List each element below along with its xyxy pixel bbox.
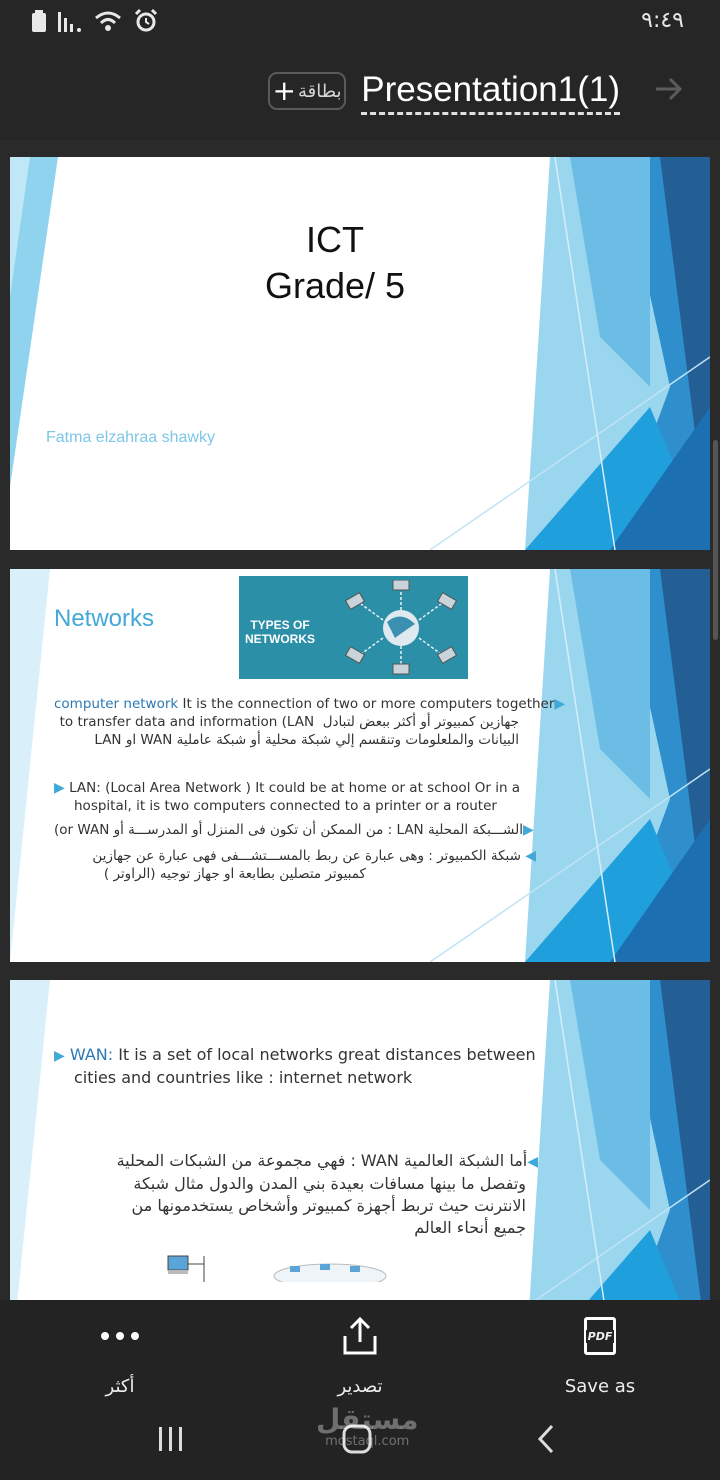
slide-1-title-line2: Grade/ 5 — [264, 265, 406, 306]
slide-2-p1-ar1-en: to transfer data and information (LAN — [59, 714, 315, 730]
image-text-line2: NETWORKS — [245, 632, 315, 646]
slide-2-p4-line2: كمبيوتر متصلين بطابعة او جهاز توجيه (الراوتر ) — [103, 866, 366, 882]
more-dots-icon — [100, 1331, 140, 1341]
image-text-line1: TYPES OF — [250, 618, 310, 632]
slide-2-heading: Networks — [54, 605, 155, 632]
signal-icon — [58, 10, 82, 32]
slide-3-p2-line4: جميع أنحاء العالم — [414, 1218, 526, 1237]
bullet-icon: ▶ — [54, 780, 65, 796]
back-icon[interactable] — [536, 1424, 556, 1454]
bottom-action-bar — [0, 1300, 720, 1400]
pdf-badge: PDF — [587, 1329, 613, 1343]
slide-2-p2-line2: hospital, it is two computers connected to a printer or a router — [74, 798, 497, 814]
export-button[interactable] — [280, 1314, 440, 1397]
app-bar — [0, 44, 720, 140]
alarm-icon — [134, 9, 158, 33]
bullet-icon: ▶ — [522, 822, 534, 838]
wifi-icon — [94, 10, 122, 32]
watermark-en: mostaql.com — [325, 1434, 410, 1449]
slide-1-background — [10, 157, 710, 550]
network-diagram-image — [160, 1252, 390, 1282]
save-as-button[interactable] — [520, 1314, 680, 1397]
slide-1-title-line1: ICT — [306, 219, 364, 260]
bullet-icon: ◀ — [525, 848, 536, 864]
slide-2-p1-bold: computer network — [54, 696, 179, 712]
network-globe-icon — [339, 580, 464, 675]
slide-1-author: Fatma elzahraa shawky — [46, 429, 215, 446]
slide-2[interactable] — [10, 569, 710, 962]
slide-1[interactable] — [10, 157, 710, 550]
bullet-icon: ▶ — [554, 696, 566, 712]
add-card-button[interactable] — [268, 72, 346, 110]
slide-2-p1-text: It is the connection of two or more computers together — [178, 696, 555, 712]
recent-apps-icon[interactable] — [158, 1426, 184, 1452]
slide-2-p4-line1: شبكة الكمبيوتر : وهى عبارة عن ربط بالمســـتشـــفى فهى عبارة عن جهازين — [92, 848, 521, 864]
slide-2-p3-en: (or WAN — [54, 822, 110, 838]
slides-list[interactable] — [0, 140, 720, 1300]
slide-3-p2-line1: أما الشبكة العالمية WAN : فهي مجموعة من الشبكات المحلية — [116, 1151, 528, 1170]
slide-3-p1-line1: It is a set of local networks great distances between — [113, 1045, 536, 1064]
slide-2-p3-ar: الشـــبكة المحلية LAN : من الممكن أن تكون فى المنزل أو المدرســـة أو — [113, 822, 523, 838]
status-bar — [0, 0, 720, 44]
export-label: تصدير — [337, 1376, 383, 1397]
plus-icon: + — [272, 74, 296, 107]
slide-2-p2-line1: LAN: (Local Area Network ) It could be at home or at school Or in a — [69, 780, 521, 796]
watermark — [316, 1403, 419, 1449]
watermark-ar: مستقل — [316, 1403, 419, 1436]
battery-icon — [32, 10, 46, 32]
slide-3-p2-line3: الانترنت حيث تربط أجهزة كمبيوتر وأشخاص يستخدمونها من — [131, 1196, 526, 1215]
more-button[interactable] — [40, 1314, 200, 1397]
save-as-label: Save as — [564, 1376, 636, 1397]
more-label: أكثر — [105, 1376, 135, 1397]
add-card-label: بطاقة — [297, 80, 342, 102]
slide-2-p1-ar2: البيانات والملعلومات وتنقسم إلي شبكة محلية أو شبكة عاملية WAN او LAN — [94, 732, 519, 748]
bullet-icon: ▶ — [54, 1048, 65, 1064]
slide-3[interactable] — [10, 980, 710, 1300]
share-export-icon — [341, 1316, 379, 1356]
slide-3-p2-line2: وتفصل ما بينها مسافات بعيدة بني المدن والدول مثال شبكة — [133, 1174, 526, 1193]
scrollbar[interactable] — [713, 440, 718, 640]
slide-2-p1-ar1: جهازين كمبيوتر أو أكثر ببعض لتبادل — [322, 714, 519, 730]
slide-3-p1-line2: cities and countries like : internet network — [74, 1068, 413, 1087]
pdf-file-icon — [584, 1317, 616, 1355]
bullet-icon: ◀ — [527, 1154, 538, 1170]
types-of-networks-image — [239, 576, 468, 679]
status-time: ٩:٤٩ — [641, 8, 684, 33]
slide-3-p1-bold: WAN: — [69, 1045, 114, 1064]
document-title[interactable]: Presentation1(1) — [361, 70, 620, 115]
forward-arrow-icon[interactable] — [654, 74, 684, 104]
